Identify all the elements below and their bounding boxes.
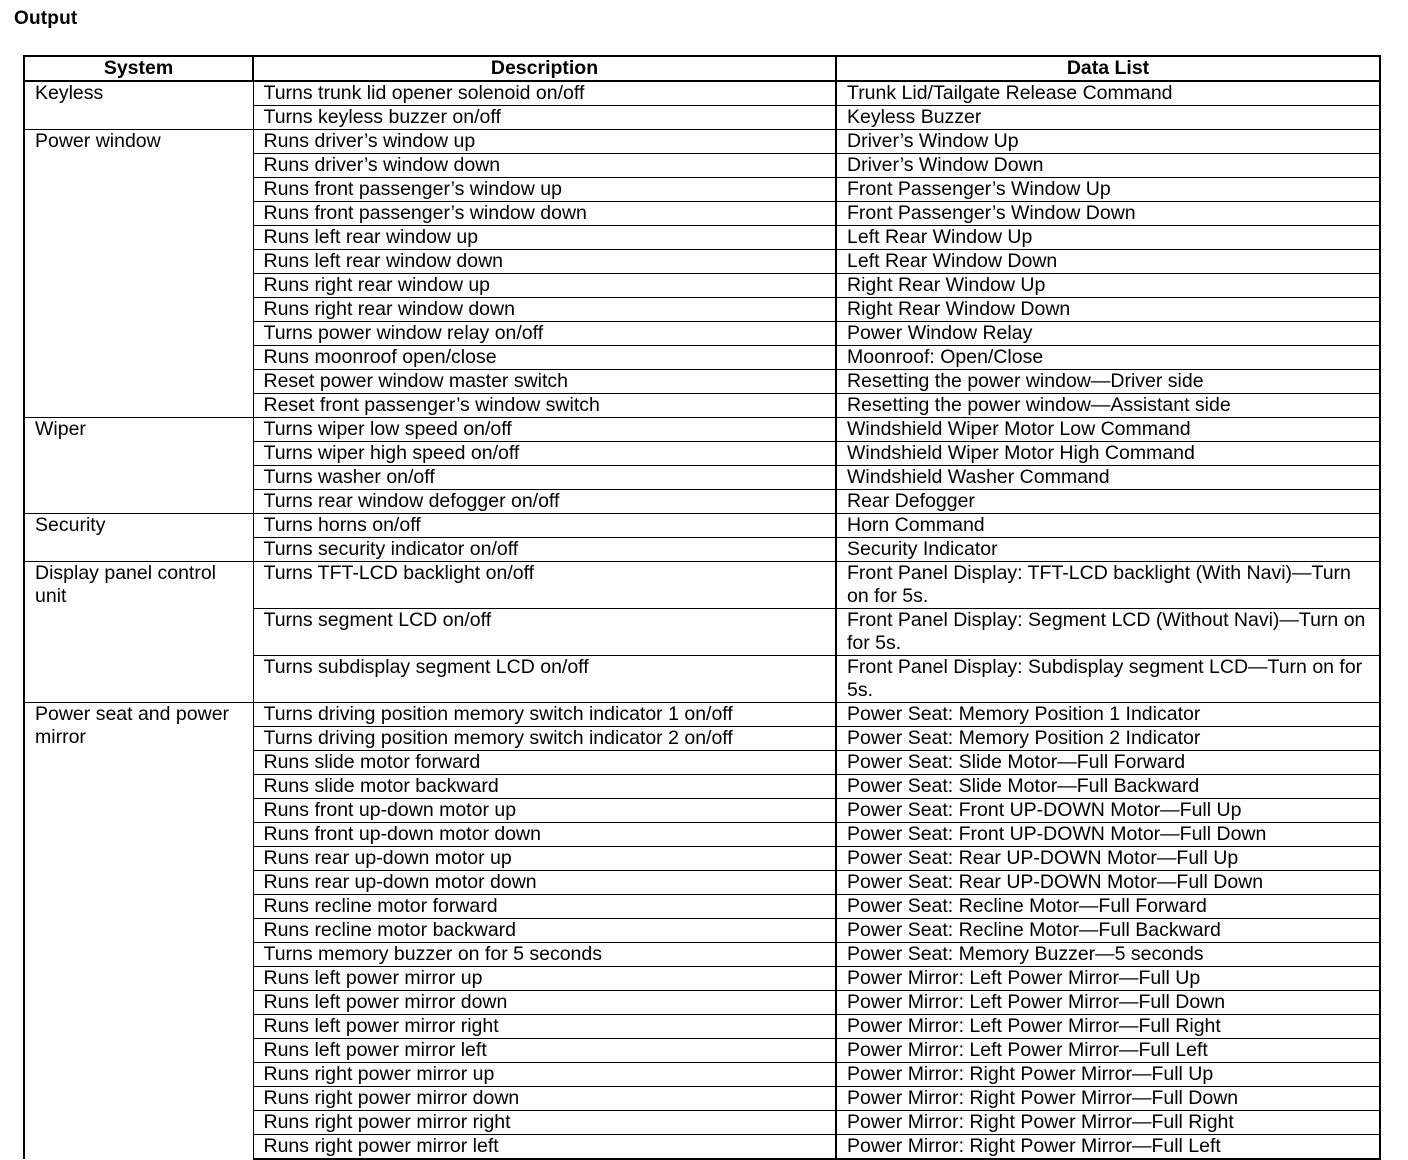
description-cell: Runs left power mirror down bbox=[253, 991, 836, 1015]
description-cell: Runs right power mirror down bbox=[253, 1087, 836, 1111]
data-list-cell: Power Mirror: Right Power Mirror—Full Up bbox=[836, 1063, 1380, 1087]
data-list-cell: Front Passenger’s Window Up bbox=[836, 178, 1380, 202]
data-list-cell: Right Rear Window Up bbox=[836, 274, 1380, 298]
data-list-cell: Security Indicator bbox=[836, 538, 1380, 562]
description-cell: Runs front up-down motor down bbox=[253, 823, 836, 847]
description-cell: Runs right power mirror up bbox=[253, 1063, 836, 1087]
data-list-cell: Power Seat: Memory Position 1 Indicator bbox=[836, 703, 1380, 727]
table-header-row bbox=[24, 56, 1380, 81]
data-list-cell: Resetting the power window—Assistant side bbox=[836, 394, 1380, 418]
description-cell: Turns memory buzzer on for 5 seconds bbox=[253, 943, 836, 967]
description-cell: Turns subdisplay segment LCD on/off bbox=[253, 656, 836, 703]
description-cell: Reset front passenger’s window switch bbox=[253, 394, 836, 418]
description-cell: Runs right rear window down bbox=[253, 298, 836, 322]
table-row bbox=[24, 418, 1380, 442]
table-body bbox=[24, 81, 1380, 1159]
data-list-cell: Power Mirror: Left Power Mirror—Full Left bbox=[836, 1039, 1380, 1063]
system-cell: Power seat and power mirror bbox=[24, 703, 253, 1160]
data-list-cell: Right Rear Window Down bbox=[836, 298, 1380, 322]
description-cell: Runs right power mirror left bbox=[253, 1135, 836, 1160]
description-cell: Runs moonroof open/close bbox=[253, 346, 836, 370]
system-cell: Security bbox=[24, 514, 253, 562]
description-cell: Runs recline motor backward bbox=[253, 919, 836, 943]
description-cell: Reset power window master switch bbox=[253, 370, 836, 394]
description-cell: Turns keyless buzzer on/off bbox=[253, 106, 836, 130]
data-list-cell: Power Window Relay bbox=[836, 322, 1380, 346]
description-cell: Turns segment LCD on/off bbox=[253, 609, 836, 656]
data-list-cell: Driver’s Window Up bbox=[836, 130, 1380, 154]
data-list-cell: Windshield Wiper Motor High Command bbox=[836, 442, 1380, 466]
description-cell: Turns wiper high speed on/off bbox=[253, 442, 836, 466]
data-list-cell: Power Seat: Front UP-DOWN Motor—Full Down bbox=[836, 823, 1380, 847]
data-list-cell: Front Panel Display: Subdisplay segment LCD—Turn on for 5s. bbox=[836, 656, 1380, 703]
data-list-cell: Power Seat: Recline Motor—Full Forward bbox=[836, 895, 1380, 919]
data-list-cell: Power Mirror: Left Power Mirror—Full Right bbox=[836, 1015, 1380, 1039]
description-cell: Runs driver’s window up bbox=[253, 130, 836, 154]
data-list-cell: Rear Defogger bbox=[836, 490, 1380, 514]
description-cell: Runs left power mirror up bbox=[253, 967, 836, 991]
description-cell: Runs slide motor backward bbox=[253, 775, 836, 799]
data-list-cell: Left Rear Window Down bbox=[836, 250, 1380, 274]
data-list-cell: Keyless Buzzer bbox=[836, 106, 1380, 130]
description-cell: Runs front passenger’s window down bbox=[253, 202, 836, 226]
data-list-cell: Power Mirror: Left Power Mirror—Full Up bbox=[836, 967, 1380, 991]
description-cell: Turns driving position memory switch indicator 2 on/off bbox=[253, 727, 836, 751]
description-cell: Runs left rear window down bbox=[253, 250, 836, 274]
column-header-data-list: Data List bbox=[836, 56, 1380, 81]
table-row bbox=[24, 703, 1380, 727]
data-list-cell: Power Mirror: Left Power Mirror—Full Down bbox=[836, 991, 1380, 1015]
data-list-cell: Power Seat: Rear UP-DOWN Motor—Full Up bbox=[836, 847, 1380, 871]
description-cell: Turns power window relay on/off bbox=[253, 322, 836, 346]
data-list-cell: Resetting the power window—Driver side bbox=[836, 370, 1380, 394]
description-cell: Runs rear up-down motor up bbox=[253, 847, 836, 871]
column-header-system: System bbox=[24, 56, 253, 81]
table-row bbox=[24, 130, 1380, 154]
description-cell: Runs left rear window up bbox=[253, 226, 836, 250]
description-cell: Turns rear window defogger on/off bbox=[253, 490, 836, 514]
data-list-cell: Left Rear Window Up bbox=[836, 226, 1380, 250]
description-cell: Turns security indicator on/off bbox=[253, 538, 836, 562]
data-list-cell: Windshield Wiper Motor Low Command bbox=[836, 418, 1380, 442]
description-cell: Runs rear up-down motor down bbox=[253, 871, 836, 895]
data-list-cell: Trunk Lid/Tailgate Release Command bbox=[836, 81, 1380, 106]
data-list-cell: Driver’s Window Down bbox=[836, 154, 1380, 178]
data-list-cell: Power Seat: Rear UP-DOWN Motor—Full Down bbox=[836, 871, 1380, 895]
output-table bbox=[23, 55, 1381, 1160]
description-cell: Runs recline motor forward bbox=[253, 895, 836, 919]
data-list-cell: Moonroof: Open/Close bbox=[836, 346, 1380, 370]
description-cell: Turns horns on/off bbox=[253, 514, 836, 538]
data-list-cell: Power Mirror: Right Power Mirror—Full Right bbox=[836, 1111, 1380, 1135]
description-cell: Runs slide motor forward bbox=[253, 751, 836, 775]
description-cell: Turns washer on/off bbox=[253, 466, 836, 490]
data-list-cell: Front Panel Display: TFT-LCD backlight (With Navi)—Turn on for 5s. bbox=[836, 562, 1380, 609]
data-list-cell: Power Seat: Front UP-DOWN Motor—Full Up bbox=[836, 799, 1380, 823]
data-list-cell: Front Passenger’s Window Down bbox=[836, 202, 1380, 226]
description-cell: Runs driver’s window down bbox=[253, 154, 836, 178]
table-row bbox=[24, 562, 1380, 609]
description-cell: Runs front passenger’s window up bbox=[253, 178, 836, 202]
description-cell: Runs left power mirror right bbox=[253, 1015, 836, 1039]
table-row bbox=[24, 81, 1380, 106]
system-cell: Display panel control unit bbox=[24, 562, 253, 703]
data-list-cell: Power Seat: Slide Motor—Full Backward bbox=[836, 775, 1380, 799]
description-cell: Runs left power mirror left bbox=[253, 1039, 836, 1063]
description-cell: Runs front up-down motor up bbox=[253, 799, 836, 823]
data-list-cell: Windshield Washer Command bbox=[836, 466, 1380, 490]
description-cell: Turns wiper low speed on/off bbox=[253, 418, 836, 442]
data-list-cell: Power Seat: Recline Motor—Full Backward bbox=[836, 919, 1380, 943]
description-cell: Turns TFT-LCD backlight on/off bbox=[253, 562, 836, 609]
description-cell: Runs right power mirror right bbox=[253, 1111, 836, 1135]
description-cell: Runs right rear window up bbox=[253, 274, 836, 298]
data-list-cell: Horn Command bbox=[836, 514, 1380, 538]
column-header-description: Description bbox=[253, 56, 836, 81]
data-list-cell: Front Panel Display: Segment LCD (Without Navi)—Turn on for 5s. bbox=[836, 609, 1380, 656]
page-title: Output bbox=[14, 8, 78, 29]
data-list-cell: Power Seat: Slide Motor—Full Forward bbox=[836, 751, 1380, 775]
system-cell: Power window bbox=[24, 130, 253, 418]
system-cell: Wiper bbox=[24, 418, 253, 514]
data-list-cell: Power Seat: Memory Buzzer—5 seconds bbox=[836, 943, 1380, 967]
description-cell: Turns driving position memory switch indicator 1 on/off bbox=[253, 703, 836, 727]
description-cell: Turns trunk lid opener solenoid on/off bbox=[253, 81, 836, 106]
data-list-cell: Power Seat: Memory Position 2 Indicator bbox=[836, 727, 1380, 751]
table-row bbox=[24, 514, 1380, 538]
data-list-cell: Power Mirror: Right Power Mirror—Full Left bbox=[836, 1135, 1380, 1160]
system-cell: Keyless bbox=[24, 81, 253, 130]
data-list-cell: Power Mirror: Right Power Mirror—Full Down bbox=[836, 1087, 1380, 1111]
